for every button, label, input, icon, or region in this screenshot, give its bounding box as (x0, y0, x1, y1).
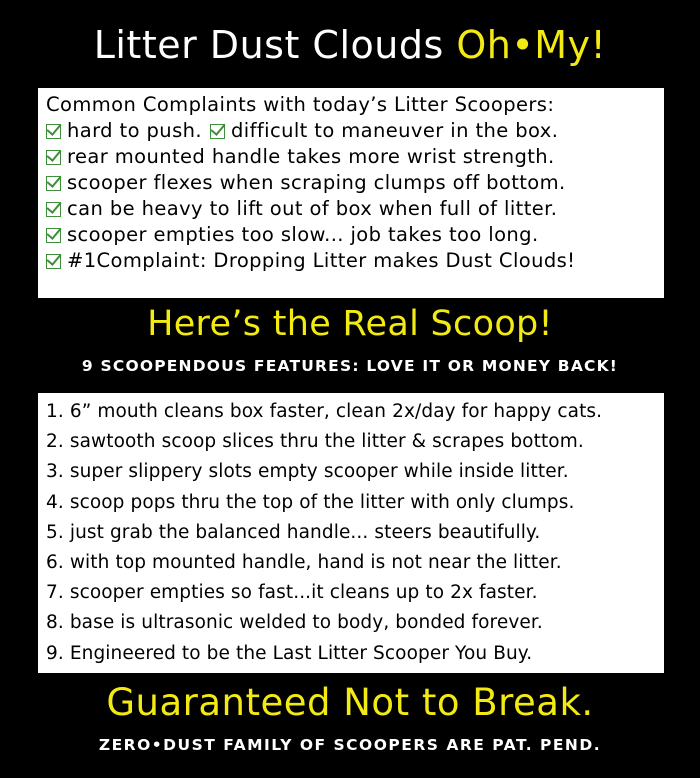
patent-note: ZERO•DUST FAMILY OF SCOOPERS ARE PAT. PEND. (98, 736, 602, 754)
feature-item: 5. just grab the balanced handle... steers beautifully. (46, 521, 541, 543)
complaint-item: scooper flexes when scraping clumps off bottom. (67, 171, 566, 194)
feature-item: 6. with top mounted handle, hand is not near the litter. (46, 552, 562, 574)
complaint-item: can be heavy to lift out of box when full of litter. (67, 197, 558, 220)
complaint-row (46, 196, 656, 222)
complaint-item: hard to push. (67, 119, 202, 142)
checkbox-checked-icon (46, 228, 61, 243)
complaint-row (46, 248, 656, 274)
complaints-panel (38, 88, 664, 298)
feature-item: 8. base is ultrasonic welded to body, bonded forever. (46, 612, 543, 634)
checkbox-checked-icon (46, 150, 61, 165)
complaint-row (46, 118, 656, 144)
complaint-item: #1Complaint: Dropping Litter makes Dust Clouds! (67, 249, 576, 272)
checkbox-checked-icon (46, 176, 61, 191)
feature-item: 3. super slippery slots empty scooper while inside litter. (46, 461, 569, 483)
feature-item: 4. scoop pops thru the top of the litter with only clumps. (46, 491, 575, 513)
feature-item: 2. sawtooth scoop slices thru the litter & scrapes bottom. (46, 431, 584, 453)
checkbox-checked-icon (210, 124, 225, 139)
feature-item: 7. scooper empties so fast...it cleans up to 2x faster. (46, 582, 538, 604)
guarantee-headline: Guaranteed Not to Break. (106, 681, 594, 724)
complaint-item: rear mounted handle takes more wrist strength. (67, 145, 555, 168)
complaint-item: scooper empties too slow... job takes too long. (67, 223, 539, 246)
complaint-row (46, 170, 656, 196)
complaint-row (46, 222, 656, 248)
checkbox-checked-icon (46, 124, 61, 139)
features-tagline: 9 SCOOPENDOUS FEATURES: LOVE IT OR MONEY BACK! (81, 357, 619, 375)
features-panel (38, 393, 664, 673)
title-accent: Oh•My! (456, 23, 607, 67)
checkbox-checked-icon (46, 202, 61, 217)
feature-item: 9. Engineered to be the Last Litter Scooper You Buy. (46, 642, 533, 664)
complaint-item: difficult to maneuver in the box. (231, 119, 559, 142)
feature-item: 1. 6” mouth cleans box faster, clean 2x/day for happy cats. (46, 401, 603, 422)
complaint-row (46, 144, 656, 170)
title-main: Litter Dust Clouds (93, 23, 457, 67)
page-title (0, 22, 700, 68)
checkbox-checked-icon (46, 254, 61, 269)
scoop-headline: Here’s the Real Scoop! (147, 304, 553, 344)
complaints-heading: Common Complaints with today’s Litter Scoopers: (46, 93, 555, 116)
